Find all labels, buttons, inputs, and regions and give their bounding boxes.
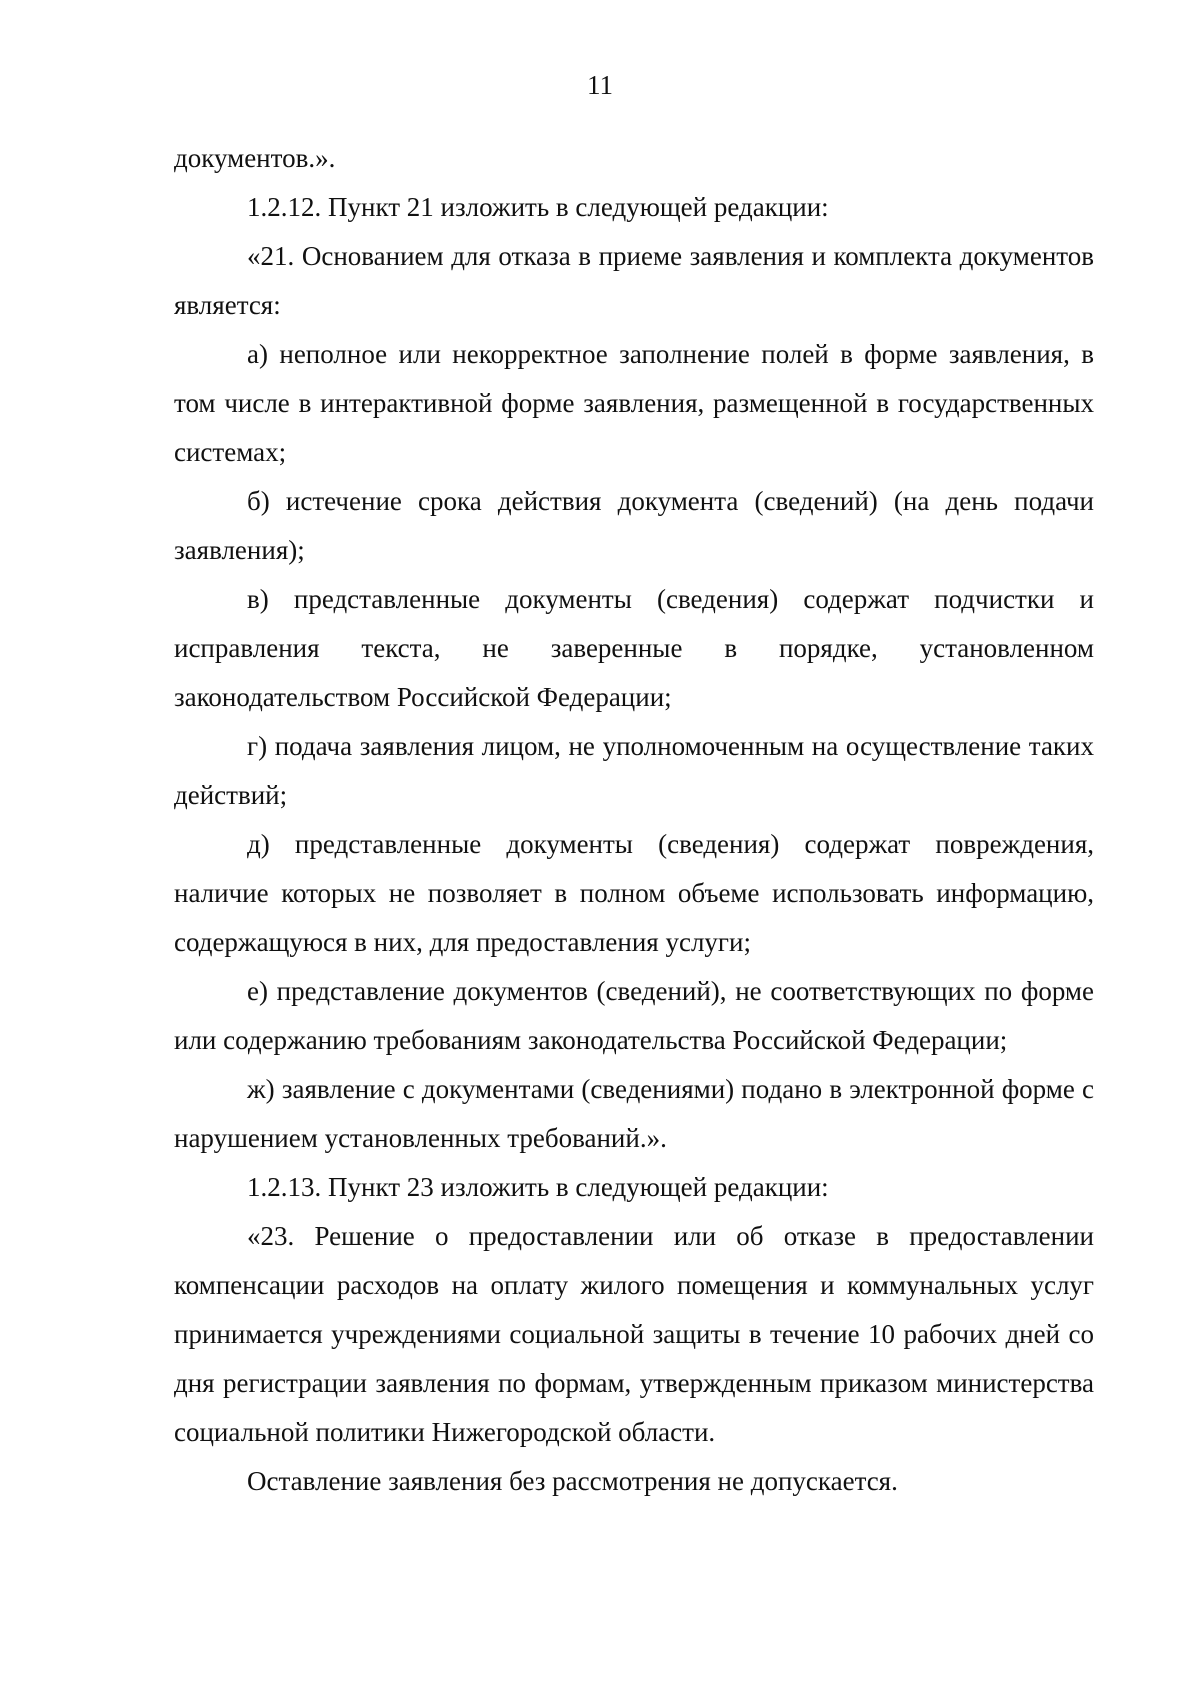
paragraph-final: Оставление заявления без рассмотрения не допускается. (247, 1466, 898, 1496)
paragraph-item-zh: ж) заявление с документами (сведениями) подано в электронной форме с нарушением установленных требований.». (174, 1074, 1094, 1153)
paragraph-item-d: д) представленные документы (сведения) содержат повреждения, наличие которых не позволяет в полном объеме использовать информацию, содержащуюся в них, для предоставления услуги; (174, 829, 1094, 957)
paragraph-point-21: «21. Основанием для отказа в приеме заявления и комплекта документов является: (174, 241, 1094, 320)
paragraph-item-a: а) неполное или некорректное заполнение полей в форме заявления, в том числе в интерактивной форме заявления, размещенной в государственных системах; (174, 339, 1094, 467)
paragraph-amendment-1-2-12: 1.2.12. Пункт 21 изложить в следующей редакции: (247, 192, 829, 222)
page-number: 11 (587, 70, 613, 100)
paragraph-item-g: г) подача заявления лицом, не уполномоченным на осуществление таких действий; (174, 731, 1094, 810)
paragraph-item-v: в) представленные документы (сведения) содержат подчистки и исправления текста, не заверенные в порядке, установленном законодательством Российской Федерации; (174, 584, 1094, 712)
document-body (174, 134, 1094, 1506)
paragraph-point-23: «23. Решение о предоставлении или об отказе в предоставлении компенсации расходов на оплату жилого помещения и коммунальных услуг принимается учреждениями социальной защиты в течение 10 рабочих дней со дня регистрации заявления по формам, утвержденным приказом министерства социальной политики Нижегородской области. (174, 1221, 1094, 1447)
paragraph-item-b: б) истечение срока действия документа (сведений) (на день подачи заявления); (174, 486, 1094, 565)
paragraph-amendment-1-2-13: 1.2.13. Пункт 23 изложить в следующей редакции: (247, 1172, 829, 1202)
paragraph-item-e: е) представление документов (сведений), не соответствующих по форме или содержанию требованиям законодательства Российской Федерации; (174, 976, 1094, 1055)
paragraph-continuation: документов.». (174, 143, 336, 173)
